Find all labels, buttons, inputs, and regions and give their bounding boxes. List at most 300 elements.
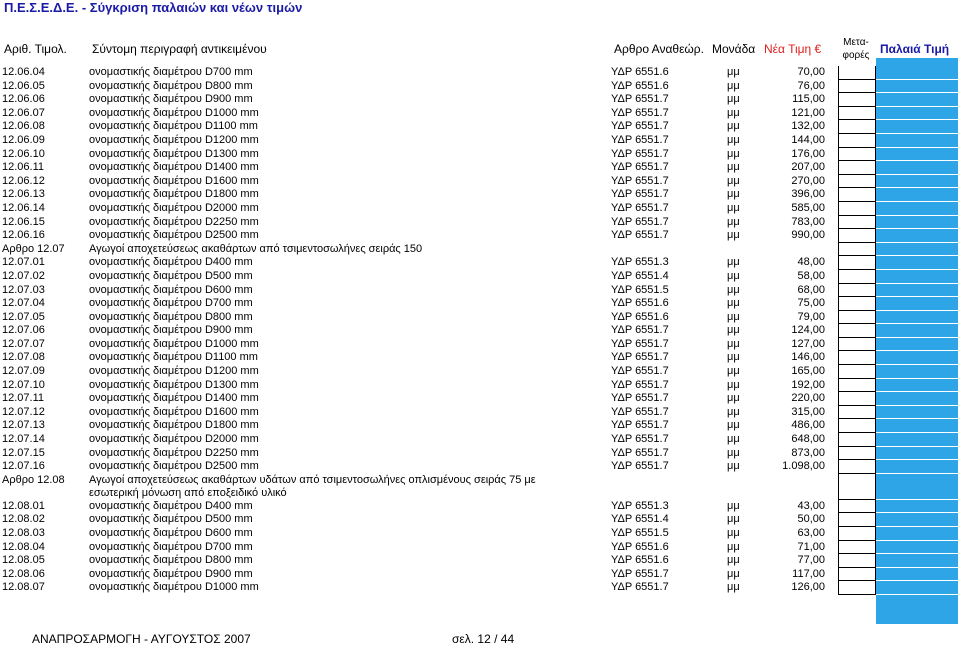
row-unit: μμ [727, 581, 740, 594]
table-row [0, 500, 960, 514]
row-unit: μμ [727, 79, 740, 92]
old-price-cell [876, 297, 958, 311]
header-transfers: Μετα-φορές [842, 37, 870, 61]
row-article: ΥΔΡ 6551.7 [611, 365, 669, 378]
row-code: Αρθρο 12.08 [2, 473, 65, 486]
row-article: ΥΔΡ 6551.6 [611, 310, 669, 323]
row-code: 12.07.14 [2, 433, 45, 446]
row-unit: μμ [727, 133, 740, 146]
row-description: ονομαστικής διαμέτρου D1800 mm [89, 419, 259, 432]
transfers-cell [838, 270, 876, 284]
transfers-cell [838, 216, 876, 230]
old-price-cell [876, 175, 958, 189]
old-price-cell [876, 270, 958, 284]
old-price-cell [876, 433, 958, 447]
old-price-cell [876, 66, 958, 80]
row-code: 12.07.02 [2, 269, 45, 282]
row-code: 12.06.13 [2, 188, 45, 201]
row-article: ΥΔΡ 6551.6 [611, 79, 669, 92]
transfers-cell [838, 379, 876, 393]
row-description: ονομαστικής διαμέτρου D1100 mm [89, 351, 258, 364]
row-description: ονομαστικής διαμέτρου D800 mm [89, 310, 253, 323]
row-code: 12.08.01 [2, 499, 45, 512]
old-price-cell [876, 243, 958, 257]
row-unit: μμ [727, 297, 740, 310]
transfers-cell [838, 284, 876, 298]
row-new-price: 132,00 [791, 120, 825, 133]
old-price-cell [876, 134, 958, 148]
row-code: 12.07.12 [2, 405, 45, 418]
header-article: Αρθρο Αναθεώρ. [614, 42, 704, 56]
row-article: ΥΔΡ 6551.7 [611, 446, 669, 459]
row-new-price: 79,00 [797, 310, 825, 323]
row-article: ΥΔΡ 6551.7 [611, 133, 669, 146]
row-article: ΥΔΡ 6551.6 [611, 66, 669, 78]
row-code: Αρθρο 12.07 [2, 242, 65, 255]
row-code: 12.07.05 [2, 310, 45, 323]
row-unit: μμ [727, 106, 740, 119]
row-new-price: 50,00 [797, 513, 825, 526]
table-row [0, 297, 960, 311]
transfers-cell [838, 513, 876, 527]
row-code: 12.07.09 [2, 365, 45, 378]
row-new-price: 165,00 [791, 365, 825, 378]
transfers-cell [838, 447, 876, 461]
table-row [0, 216, 960, 230]
old-price-cell [876, 447, 958, 461]
row-code: 12.07.01 [2, 256, 45, 269]
row-new-price: 48,00 [797, 256, 825, 269]
row-unit: μμ [727, 147, 740, 160]
old-price-cell [876, 161, 958, 175]
row-unit: μμ [727, 446, 740, 459]
row-article: ΥΔΡ 6551.7 [611, 215, 669, 228]
old-price-cell [876, 568, 958, 582]
row-article: ΥΔΡ 6551.7 [611, 567, 669, 580]
row-new-price: 146,00 [791, 351, 825, 364]
old-price-cell [876, 202, 958, 216]
row-unit: μμ [727, 513, 740, 526]
row-new-price: 207,00 [791, 161, 825, 174]
old-price-cell [876, 527, 958, 541]
row-unit: μμ [727, 66, 740, 78]
table-row [0, 541, 960, 555]
row-article: ΥΔΡ 6551.7 [611, 433, 669, 446]
row-description: ονομαστικής διαμέτρου D1300 mm [89, 378, 259, 391]
row-description: ονομαστικής διαμέτρου D700 mm [89, 66, 253, 78]
table-row [0, 433, 960, 447]
transfers-cell [838, 188, 876, 202]
row-article: ΥΔΡ 6551.6 [611, 554, 669, 567]
table-row [0, 447, 960, 461]
row-unit: μμ [727, 527, 740, 539]
row-unit: μμ [727, 554, 740, 567]
old-price-cell [876, 379, 958, 393]
row-unit: μμ [727, 161, 740, 174]
table-row [0, 554, 960, 568]
old-price-cell [876, 107, 958, 121]
row-unit: μμ [727, 269, 740, 282]
row-code: 12.06.15 [2, 215, 45, 228]
row-description: ονομαστικής διαμέτρου D1400 mm [89, 161, 259, 174]
row-code: 12.06.14 [2, 201, 45, 214]
row-description: ονομαστικής διαμέτρου D600 mm [89, 283, 253, 296]
transfers-cell [838, 541, 876, 555]
row-description: ονομαστικής διαμέτρου D1600 mm [89, 174, 259, 187]
row-unit: μμ [727, 540, 740, 553]
old-price-cell [876, 554, 958, 568]
row-new-price: 783,00 [791, 215, 825, 228]
row-new-price: 192,00 [791, 378, 825, 391]
transfers-cell [838, 554, 876, 568]
row-description: ονομαστικής διαμέτρου D1000 mm [89, 337, 259, 350]
row-description: ονομαστικής διαμέτρου D700 mm [89, 540, 253, 553]
header-old-price: Παλαιά Τιμή [880, 42, 950, 56]
row-unit: μμ [727, 567, 740, 580]
row-code: 12.07.10 [2, 378, 45, 391]
row-new-price: 270,00 [791, 174, 825, 187]
old-price-cell [876, 324, 958, 338]
transfers-cell [838, 433, 876, 447]
old-price-cell [876, 581, 958, 595]
table-row [0, 229, 960, 243]
transfers-cell [838, 581, 876, 595]
row-article: ΥΔΡ 6551.7 [611, 460, 669, 473]
row-new-price: 126,00 [791, 581, 825, 594]
row-description: ονομαστικής διαμέτρου D500 mm [89, 269, 253, 282]
row-article: ΥΔΡ 6551.7 [611, 392, 669, 405]
row-article: ΥΔΡ 6551.4 [611, 269, 669, 282]
row-article: ΥΔΡ 6551.7 [611, 324, 669, 337]
transfers-cell [838, 134, 876, 148]
old-price-cell [876, 120, 958, 134]
row-code: 12.08.02 [2, 513, 45, 526]
row-description: ονομαστικής διαμέτρου D800 mm [89, 79, 253, 92]
footer-page-number: σελ. 12 / 44 [452, 632, 515, 646]
row-code: 12.06.08 [2, 120, 45, 133]
row-code: 12.07.07 [2, 337, 45, 350]
transfers-cell [838, 419, 876, 433]
old-price-cell [876, 216, 958, 230]
old-price-cell [876, 500, 958, 514]
row-description: ονομαστικής διαμέτρου D1000 mm [89, 581, 259, 594]
table-row [0, 148, 960, 162]
row-unit: μμ [727, 337, 740, 350]
table-row [0, 351, 960, 365]
row-code: 12.06.05 [2, 79, 45, 92]
row-article: ΥΔΡ 6551.5 [611, 527, 669, 539]
transfers-cell [838, 120, 876, 134]
row-article: ΥΔΡ 6551.3 [611, 499, 669, 512]
row-description: Αγωγοί αποχετεύσεως ακαθάρτων από τσιμεντοσωλήνες σειράς 150 [89, 242, 423, 255]
row-new-price: 115,00 [792, 93, 825, 106]
footer-revision: ΑΝΑΠΡΟΣΑΡΜΟΓΗ - ΑΥΓΟΥΣΤΟΣ 2007 [32, 632, 251, 646]
row-description: ονομαστικής διαμέτρου D1200 mm [89, 133, 259, 146]
row-description: ονομαστικής διαμέτρου D2250 mm [89, 446, 259, 459]
header-description: Σύντομη περιγραφή αντικειμένου [92, 42, 267, 56]
table-row [0, 161, 960, 175]
row-code: 12.07.03 [2, 283, 45, 296]
header-unit: Μονάδα [712, 42, 756, 56]
row-code: 12.06.11 [2, 161, 45, 174]
row-unit: μμ [727, 201, 740, 214]
row-article: ΥΔΡ 6551.7 [611, 337, 669, 350]
row-article: ΥΔΡ 6551.3 [611, 256, 669, 269]
row-code: 12.07.16 [2, 460, 45, 473]
row-article: ΥΔΡ 6551.4 [611, 513, 669, 526]
old-price-cell [876, 474, 958, 500]
row-description: ονομαστικής διαμέτρου D900 mm [89, 567, 253, 580]
row-code: 12.07.04 [2, 297, 45, 310]
row-description: ονομαστικής διαμέτρου D700 mm [89, 297, 253, 310]
row-new-price: 124,00 [791, 324, 825, 337]
row-description: ονομαστικής διαμέτρου D1600 mm [89, 405, 259, 418]
row-unit: μμ [727, 392, 740, 405]
table-row [0, 513, 960, 527]
row-unit: μμ [727, 215, 740, 228]
table-row [0, 284, 960, 298]
table-row [0, 311, 960, 325]
old-price-cell [876, 541, 958, 555]
row-code: 12.07.11 [2, 392, 45, 405]
row-unit: μμ [727, 499, 740, 512]
row-article: ΥΔΡ 6551.7 [611, 229, 669, 242]
table-row [0, 120, 960, 134]
row-new-price: 127,00 [791, 337, 825, 350]
old-price-cell [876, 311, 958, 325]
header-code: Αριθ. Τιμολ. [4, 42, 67, 56]
transfers-cell [838, 93, 876, 107]
old-price-cell [876, 351, 958, 365]
old-price-cell [876, 365, 958, 379]
row-new-price: 176,00 [791, 147, 825, 160]
row-article: ΥΔΡ 6551.7 [611, 106, 669, 119]
transfers-cell [838, 161, 876, 175]
row-description: ονομαστικής διαμέτρου D900 mm [89, 93, 253, 106]
row-new-price: 43,00 [797, 499, 825, 512]
row-description: ονομαστικής διαμέτρου D1000 mm [89, 106, 259, 119]
row-article: ΥΔΡ 6551.7 [611, 201, 669, 214]
old-price-cell [876, 148, 958, 162]
transfers-cell [838, 243, 876, 257]
row-unit: μμ [727, 365, 740, 378]
row-new-price: 71,00 [797, 540, 825, 553]
transfers-cell [838, 202, 876, 216]
table-row [0, 419, 960, 433]
transfers-cell [838, 66, 876, 80]
transfers-cell [838, 460, 876, 474]
row-description: ονομαστικής διαμέτρου D2250 mm [89, 215, 259, 228]
row-article: ΥΔΡ 6551.7 [611, 93, 669, 106]
table-row [0, 175, 960, 189]
row-unit: μμ [727, 324, 740, 337]
row-unit: μμ [727, 419, 740, 432]
row-article: ΥΔΡ 6551.6 [611, 540, 669, 553]
transfers-cell [838, 406, 876, 420]
row-article: ΥΔΡ 6551.7 [611, 147, 669, 160]
row-article: ΥΔΡ 6551.7 [611, 378, 669, 391]
row-article: ΥΔΡ 6551.7 [611, 161, 669, 174]
row-description: ονομαστικής διαμέτρου D1100 mm [89, 120, 258, 133]
row-new-price: 117,00 [792, 567, 825, 580]
row-unit: μμ [727, 310, 740, 323]
transfers-cell [838, 297, 876, 311]
row-description: Αγωγοί αποχετεύσεως ακαθάρτων υδάτων από τσιμεντοσωλήνες οπλισμένους σειράς 75 με [89, 473, 536, 486]
row-description: ονομαστικής διαμέτρου D600 mm [89, 527, 253, 539]
row-article: ΥΔΡ 6551.7 [611, 581, 669, 594]
row-new-price: 1.098,00 [782, 460, 825, 473]
table-row [0, 107, 960, 121]
table-row [0, 270, 960, 284]
table-row [0, 392, 960, 406]
row-description: ονομαστικής διαμέτρου D2000 mm [89, 201, 259, 214]
row-code: 12.06.12 [2, 174, 45, 187]
page-title: Π.Ε.Σ.Ε.Δ.Ε. - Σύγκριση παλαιών και νέων τιμών [4, 0, 303, 15]
row-unit: μμ [727, 378, 740, 391]
transfers-cell [838, 148, 876, 162]
row-description-continued: εσωτερική μόνωση από εποξειδικό υλικό [89, 486, 287, 499]
table-row [0, 188, 960, 202]
row-article: ΥΔΡ 6551.5 [611, 283, 669, 296]
old-price-cell [876, 229, 958, 243]
row-new-price: 220,00 [791, 392, 825, 405]
row-new-price: 396,00 [791, 188, 825, 201]
row-new-price: 63,00 [797, 527, 825, 539]
old-price-cell [876, 460, 958, 474]
row-article: ΥΔΡ 6551.7 [611, 120, 669, 133]
transfers-cell [838, 229, 876, 243]
row-new-price: 58,00 [797, 269, 825, 282]
row-new-price: 77,00 [797, 554, 825, 567]
old-price-cell [876, 392, 958, 406]
row-article: ΥΔΡ 6551.7 [611, 419, 669, 432]
row-unit: μμ [727, 188, 740, 201]
table-row [0, 324, 960, 338]
old-price-cell [876, 80, 958, 94]
row-code: 12.06.16 [2, 229, 45, 242]
row-description: ονομαστικής διαμέτρου D1200 mm [89, 365, 259, 378]
row-description: ονομαστικής διαμέτρου D900 mm [89, 324, 253, 337]
row-new-price: 76,00 [797, 79, 825, 92]
row-new-price: 873,00 [791, 446, 825, 459]
old-price-cell [876, 188, 958, 202]
table-row [0, 66, 960, 80]
row-code: 12.08.04 [2, 540, 45, 553]
transfers-cell [838, 351, 876, 365]
old-price-cell [876, 406, 958, 420]
row-unit: μμ [727, 174, 740, 187]
table-row [0, 474, 960, 500]
table-row [0, 365, 960, 379]
row-unit: μμ [727, 433, 740, 446]
old-price-cell [876, 256, 958, 270]
row-description: ονομαστικής διαμέτρου D2500 mm [89, 229, 259, 242]
row-new-price: 648,00 [791, 433, 825, 446]
transfers-cell [838, 392, 876, 406]
row-description: ονομαστικής διαμέτρου D500 mm [89, 513, 253, 526]
transfers-cell [838, 107, 876, 121]
row-code: 12.06.10 [2, 147, 45, 160]
table-row [0, 581, 960, 595]
row-article: ΥΔΡ 6551.7 [611, 351, 669, 364]
table-row [0, 460, 960, 474]
transfers-cell [838, 527, 876, 541]
row-description: ονομαστικής διαμέτρου D800 mm [89, 554, 253, 567]
transfers-cell [838, 80, 876, 94]
row-unit: μμ [727, 229, 740, 242]
table-row [0, 134, 960, 148]
old-price-cell [876, 338, 958, 352]
row-description: ονομαστικής διαμέτρου D400 mm [89, 256, 253, 269]
row-description: ονομαστικής διαμέτρου D1300 mm [89, 147, 259, 160]
row-unit: μμ [727, 460, 740, 473]
row-unit: μμ [727, 120, 740, 133]
old-price-cell [876, 513, 958, 527]
table-row [0, 406, 960, 420]
transfers-cell [838, 175, 876, 189]
row-description: ονομαστικής διαμέτρου D1400 mm [89, 392, 259, 405]
row-unit: μμ [727, 256, 740, 269]
row-new-price: 486,00 [791, 419, 825, 432]
table-row [0, 243, 960, 257]
row-article: ΥΔΡ 6551.6 [611, 297, 669, 310]
row-unit: μμ [727, 93, 740, 106]
row-code: 12.07.06 [2, 324, 45, 337]
row-code: 12.08.05 [2, 554, 45, 567]
old-price-cell [876, 93, 958, 107]
table-row [0, 527, 960, 541]
transfers-cell [838, 500, 876, 514]
row-new-price: 315,00 [791, 405, 825, 418]
table-row [0, 202, 960, 216]
row-article: ΥΔΡ 6551.7 [611, 405, 669, 418]
table-row [0, 93, 960, 107]
transfers-cell [838, 568, 876, 582]
row-new-price: 68,00 [797, 283, 825, 296]
row-new-price: 585,00 [791, 201, 825, 214]
row-description: ονομαστικής διαμέτρου D1800 mm [89, 188, 259, 201]
row-code: 12.07.08 [2, 351, 45, 364]
row-code: 12.06.09 [2, 133, 45, 146]
row-code: 12.07.13 [2, 419, 45, 432]
transfers-cell [838, 324, 876, 338]
table-row [0, 80, 960, 94]
price-table [0, 66, 960, 595]
row-code: 12.06.06 [2, 93, 45, 106]
row-unit: μμ [727, 351, 740, 364]
row-article: ΥΔΡ 6551.7 [611, 188, 669, 201]
row-code: 12.08.06 [2, 567, 45, 580]
transfers-cell [838, 311, 876, 325]
row-unit: μμ [727, 283, 740, 296]
row-code: 12.06.07 [2, 106, 45, 119]
row-new-price: 121,00 [791, 106, 825, 119]
row-description: ονομαστικής διαμέτρου D2000 mm [89, 433, 259, 446]
row-description: ονομαστικής διαμέτρου D400 mm [89, 499, 253, 512]
table-row [0, 568, 960, 582]
table-row [0, 338, 960, 352]
row-code: 12.06.04 [2, 66, 45, 78]
row-article: ΥΔΡ 6551.7 [611, 174, 669, 187]
row-code: 12.08.07 [2, 581, 45, 594]
transfers-cell [838, 474, 876, 500]
transfers-cell [838, 365, 876, 379]
row-new-price: 144,00 [791, 133, 825, 146]
old-price-cell [876, 284, 958, 298]
table-row [0, 379, 960, 393]
row-new-price: 70,00 [797, 66, 825, 78]
transfers-cell [838, 338, 876, 352]
